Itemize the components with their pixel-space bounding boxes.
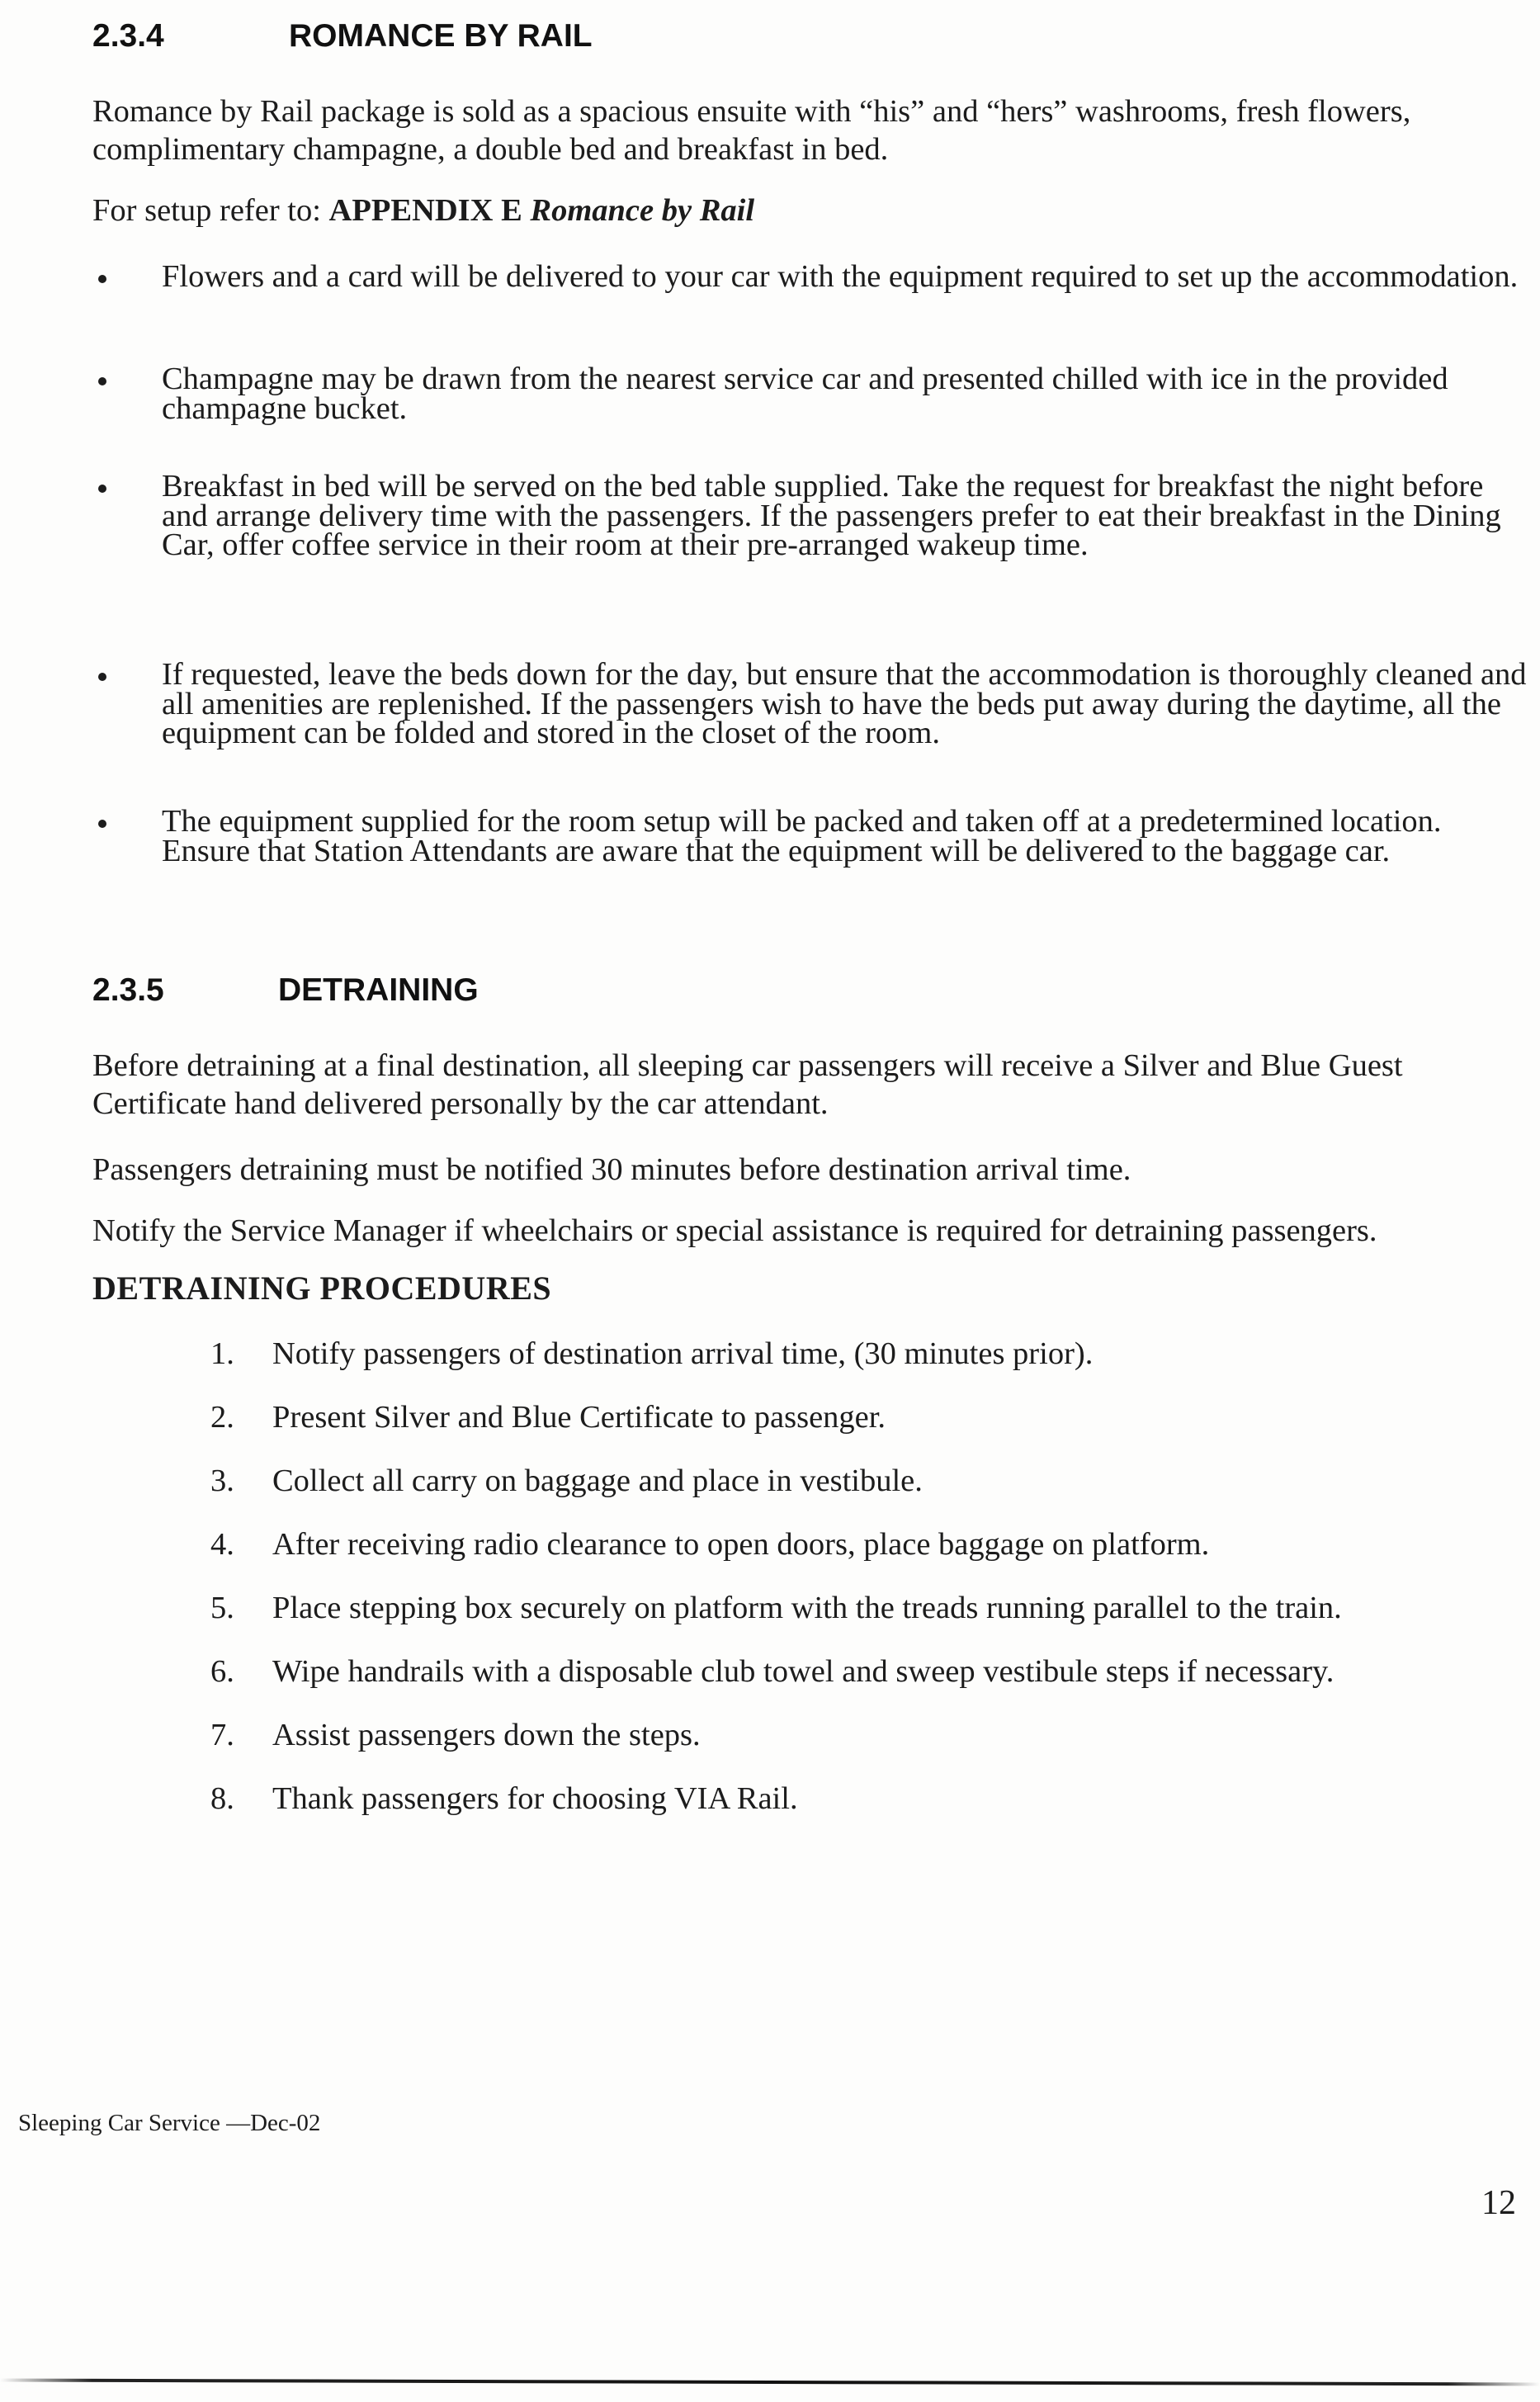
- step-number: 4.: [210, 1527, 234, 1562]
- list-item-text: The equipment supplied for the room setup will be packed and taken off at a predetermined location. Ensure that Station Attendants are aware that the equipment will be delivered to the baggage car.: [162, 804, 1442, 868]
- detraining-procedures-heading: DETRAINING PROCEDURES: [92, 1270, 552, 1307]
- bullet-marker: [98, 377, 106, 385]
- step-text: Wipe handrails with a disposable club towel and sweep vestibule steps if necessary.: [272, 1654, 1335, 1689]
- step-text: Assist passengers down the steps.: [272, 1718, 701, 1752]
- detraining-paragraph-3: Notify the Service Manager if wheelchairs or special assistance is required for detraining passengers.: [92, 1213, 1377, 1248]
- romance-intro-paragraph: Romance by Rail package is sold as a spacious ensuite with “his” and “hers” washrooms, fresh flowers, complimentary champagne, a double bed and breakfast in bed.: [92, 94, 1411, 167]
- section-title: DETRAINING: [278, 972, 479, 1008]
- bullet-marker: [98, 485, 106, 493]
- list-item-text: Champagne may be drawn from the nearest service car and presented chilled with ice in the provided champagne bucket.: [162, 362, 1448, 426]
- page-number: 12: [1481, 2184, 1516, 2222]
- step-text: Thank passengers for choosing VIA Rail.: [272, 1781, 798, 1816]
- setup-prefix: For setup refer to:: [92, 193, 329, 228]
- step-number: 1.: [210, 1336, 234, 1371]
- bullet-marker: [98, 673, 106, 681]
- step-number: 7.: [210, 1718, 234, 1752]
- appendix-title: Romance by Rail: [530, 193, 755, 228]
- section-number: 2.3.4: [92, 18, 164, 54]
- section-heading-2-3-5: [92, 972, 479, 1009]
- list-item-text: If requested, leave the beds down for the day, but ensure that the accommodation is thoroughly cleaned and all amenities are replenished. If the passengers wish to have the beds put away during the daytime, all the equipment can be folded and stored in the closet of the room.: [162, 657, 1527, 750]
- detraining-paragraph-2: Passengers detraining must be notified 30 minutes before destination arrival time.: [92, 1152, 1131, 1187]
- step-number: 2.: [210, 1400, 234, 1435]
- step-number: 3.: [210, 1463, 234, 1498]
- step-text: Collect all carry on baggage and place in vestibule.: [272, 1463, 923, 1498]
- list-item-text: Flowers and a card will be delivered to your car with the equipment required to set up the accommodation.: [162, 259, 1519, 294]
- page-footer: Sleeping Car Service —Dec-02: [18, 2110, 321, 2136]
- setup-reference-line: [92, 191, 1512, 229]
- step-number: 6.: [210, 1654, 234, 1689]
- detraining-paragraph-1: Before detraining at a final destination, all sleeping car passengers will receive a Silver and Blue Guest Certificate hand delivered personally by the car attendant.: [92, 1048, 1403, 1121]
- section-heading-2-3-4: [92, 18, 593, 54]
- bullet-marker: [98, 275, 106, 283]
- step-number: 8.: [210, 1781, 234, 1816]
- step-number: 5.: [210, 1591, 234, 1625]
- bullet-marker: [98, 820, 106, 828]
- step-text: Notify passengers of destination arrival time, (30 minutes prior).: [272, 1336, 1094, 1371]
- section-number: 2.3.5: [92, 972, 164, 1008]
- step-text: Place stepping box securely on platform with the treads running parallel to the train.: [272, 1591, 1342, 1625]
- step-text: Present Silver and Blue Certificate to passenger.: [272, 1400, 886, 1435]
- section-title: ROMANCE BY RAIL: [289, 18, 593, 54]
- list-item-text: Breakfast in bed will be served on the bed table supplied. Take the request for breakfast the night before and arrange delivery time with the passengers. If the passengers prefer to eat their breakfast in the Dining Car, offer coffee service in their room at their pre-arranged wakeup time.: [162, 469, 1501, 562]
- appendix-label: APPENDIX E: [328, 193, 522, 228]
- step-text: After receiving radio clearance to open doors, place baggage on platform.: [272, 1527, 1210, 1562]
- bottom-rule-divider: [0, 2379, 1540, 2386]
